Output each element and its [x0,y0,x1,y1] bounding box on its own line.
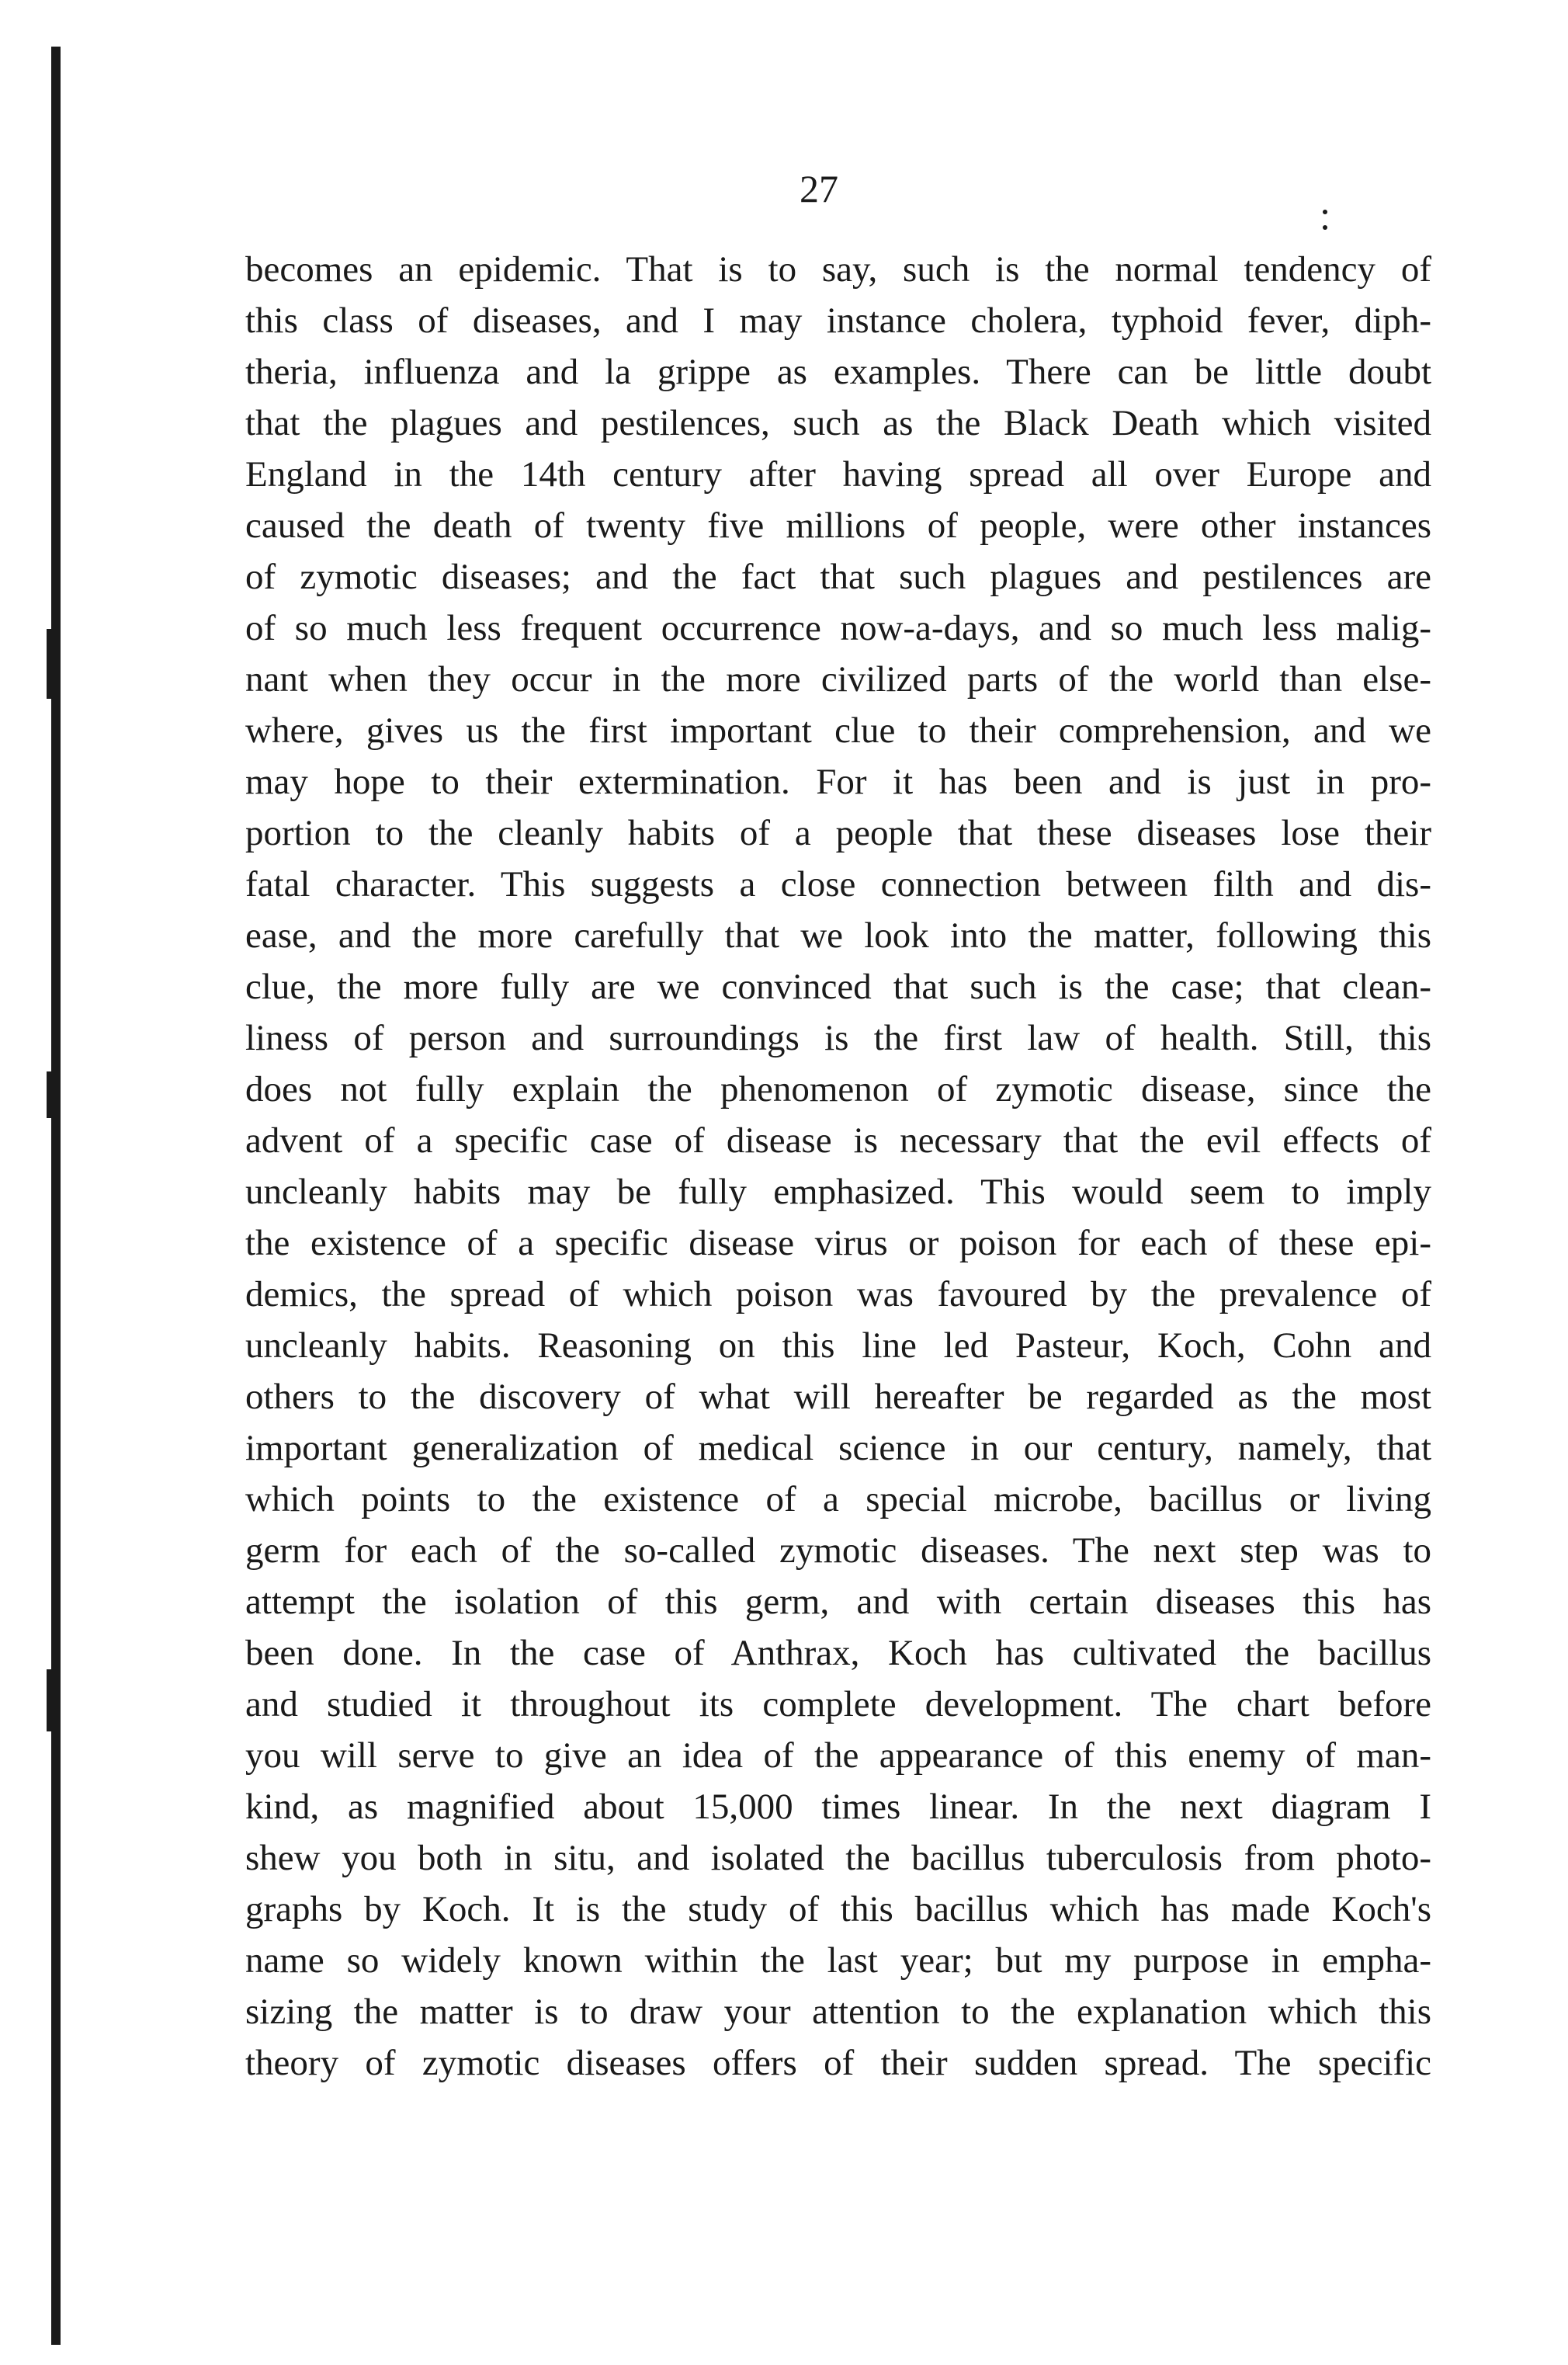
page-number: 27 [800,167,838,210]
text-line: may hope to their extermination. For it has been and is just in pro- [245,762,1431,802]
text-line: kind, as magnified about 15,000 times linear. In the next diagram I [245,1787,1431,1827]
text-line: germ for each of the so-called zymotic diseases. The next step was to [245,1530,1431,1571]
text-line: important generalization of medical science in our century, namely, that [245,1428,1431,1468]
text-line: the existence of a specific disease virus or poison for each of these epi- [245,1223,1431,1263]
binding-edge-mark [47,629,59,699]
text-line: nant when they occur in the more civilized parts of the world than else- [245,659,1431,700]
text-line: name so widely known within the last year; but my purpose in empha- [245,1940,1431,1981]
text-line: theria, influenza and la grippe as examples. There can be little doubt [245,352,1431,392]
binding-edge-mark [47,1071,59,1118]
text-line: caused the death of twenty five millions of people, were other instances [245,505,1431,546]
text-line: attempt the isolation of this germ, and with certain diseases this has [245,1582,1431,1622]
text-line: ease, and the more carefully that we look into the matter, following this [245,915,1431,956]
body-text [245,244,1431,2089]
text-line: of zymotic diseases; and the fact that such plagues and pestilences are [245,557,1431,597]
text-line: you will serve to give an idea of the appearance of this enemy of man- [245,1735,1431,1776]
text-line: and studied it throughout its complete development. The chart before [245,1684,1431,1724]
text-line: fatal character. This suggests a close connection between filth and dis- [245,864,1431,905]
text-line: becomes an epidemic. That is to say, such is the normal tendency of [245,249,1431,290]
text-line: uncleanly habits. Reasoning on this line led Pasteur, Koch, Cohn and [245,1325,1431,1366]
print-speck [1323,210,1327,214]
text-line: sizing the matter is to draw your attention to the explanation which this [245,1992,1431,2032]
binding-edge-mark [47,1669,59,1731]
text-line: advent of a specific case of disease is necessary that the evil effects of [245,1120,1431,1161]
text-line: which points to the existence of a special microbe, bacillus or living [245,1479,1431,1519]
text-line: demics, the spread of which poison was favoured by the prevalence of [245,1274,1431,1314]
text-line: theory of zymotic diseases offers of their sudden spread. The specific [245,2043,1431,2083]
text-line: graphs by Koch. It is the study of this bacillus which has made Koch's [245,1889,1431,1929]
text-line: this class of diseases, and I may instance cholera, typhoid fever, diph- [245,300,1431,341]
print-speck [1323,225,1327,230]
text-line: others to the discovery of what will hereafter be regarded as the most [245,1377,1431,1417]
text-line: uncleanly habits may be fully emphasized. This would seem to imply [245,1172,1431,1212]
binding-edge-shadow [51,47,61,2345]
text-line: where, gives us the first important clue to their comprehension, and we [245,710,1431,751]
text-line: been done. In the case of Anthrax, Koch has cultivated the bacillus [245,1633,1431,1673]
text-line: shew you both in situ, and isolated the bacillus tuberculosis from photo- [245,1838,1431,1878]
text-line: England in the 14th century after having spread all over Europe and [245,454,1431,495]
text-line: does not fully explain the phenomenon of zymotic disease, since the [245,1069,1431,1110]
text-line: portion to the cleanly habits of a people that these diseases lose their [245,813,1431,853]
text-line: clue, the more fully are we convinced that such is the case; that clean- [245,967,1431,1007]
text-line: liness of person and surroundings is the first law of health. Still, this [245,1018,1431,1058]
text-line: that the plagues and pestilences, such as the Black Death which visited [245,403,1431,443]
text-line: of so much less frequent occurrence now-a-days, and so much less malig- [245,608,1431,648]
